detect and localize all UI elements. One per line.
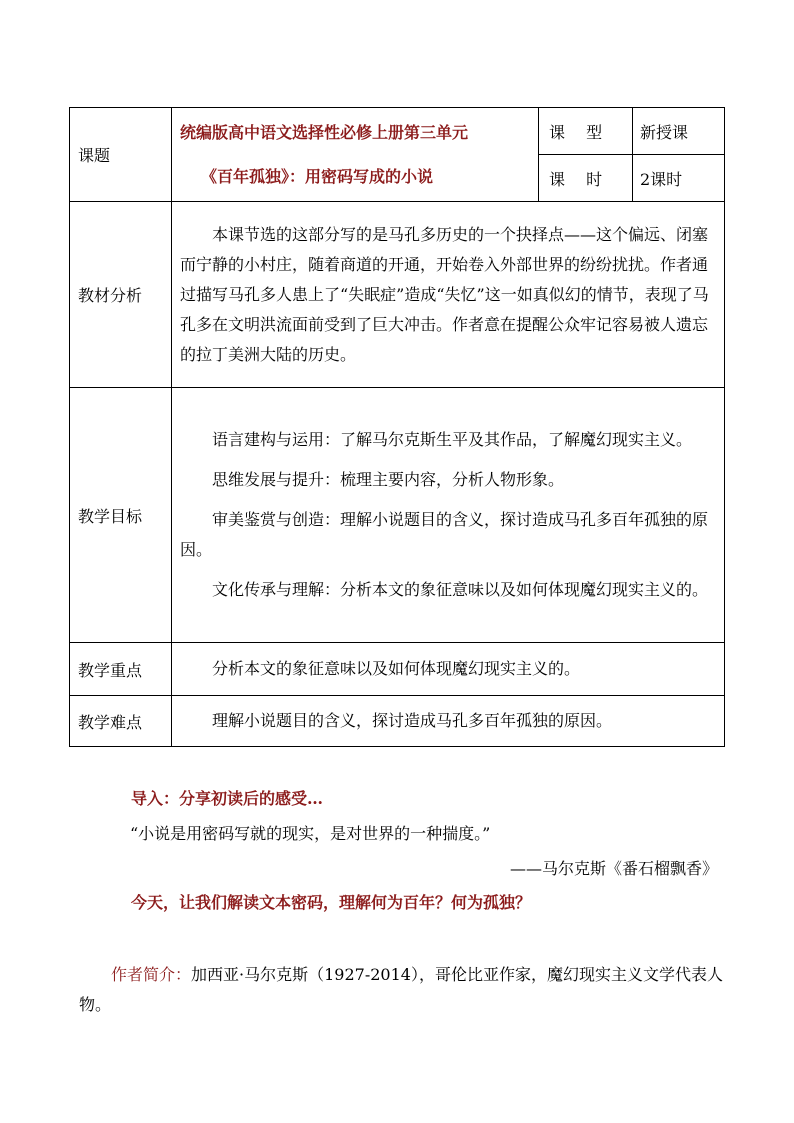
course-label: 课题	[70, 108, 172, 202]
course-title-line1: 统编版高中语文选择性必修上册第三单元	[180, 122, 469, 142]
author-label: 作者简介：	[111, 965, 192, 984]
key-point-cell	[172, 643, 725, 696]
objective-item: 文化传承与理解：分析本文的象征意味以及如何体现魔幻现实主义的。	[212, 580, 709, 599]
objective-item: 思维发展与提升：梳理主要内容，分析人物形象。	[212, 470, 565, 489]
key-point-text: 分析本文的象征意味以及如何体现魔幻现实主义的。	[212, 659, 581, 678]
class-type-value: 新授课	[633, 108, 725, 155]
analysis-cell	[172, 202, 725, 388]
intro-heading: 导入：分享初读后的感受…	[131, 789, 324, 808]
difficulty-text: 理解小说题目的含义，探讨造成马孔多百年孤独的原因。	[212, 711, 613, 730]
objective-item: 审美鉴赏与创造：理解小说题目的含义，探讨造成马孔多百年孤独的原因。	[180, 510, 709, 559]
objectives-cell	[172, 388, 725, 643]
class-hours-label: 课 时	[539, 155, 633, 202]
today-question: 今天，让我们解读文本密码，理解何为百年？何为孤独？	[131, 893, 532, 912]
intro-quote: “小说是用密码写就的现实，是对世界的一种揣度。”	[130, 824, 491, 843]
key-point-label: 教学重点	[70, 643, 172, 696]
difficulty-cell	[172, 696, 725, 747]
author-intro	[79, 960, 729, 1020]
class-hours-value: 2课时	[633, 155, 725, 202]
objective-item: 语言建构与运用：了解马尔克斯生平及其作品，了解魔幻现实主义。	[212, 430, 693, 449]
objectives-label: 教学目标	[70, 388, 172, 643]
course-title	[172, 108, 539, 202]
quote-source: ——马尔克斯《番石榴飘香》	[509, 859, 718, 878]
lesson-plan-table	[69, 107, 725, 747]
course-title-line2: 《百年孤独》：用密码写成的小说	[201, 166, 434, 186]
author-text: 加西亚·马尔克斯（1927-2014），哥伦比亚作家，魔幻现实主义文学代表人物。	[79, 965, 723, 1014]
analysis-label: 教材分析	[70, 202, 172, 388]
class-type-label: 课 型	[539, 108, 633, 155]
analysis-text: 本课节选的这部分写的是马孔多历史的一个抉择点——这个偏远、闭塞而宁静的小村庄，随着商道的开通，开始卷入外部世界的纷纷扰扰。作者通过描写马孔多人患上了“失眠症”造成“失忆”这一如真似幻的情节，表现了马孔多在文明洪流面前受到了巨大冲击。作者意在提醒公众牢记容易被人遗忘的拉丁美洲大陆的历史。	[180, 224, 709, 364]
difficulty-label: 教学难点	[70, 696, 172, 747]
